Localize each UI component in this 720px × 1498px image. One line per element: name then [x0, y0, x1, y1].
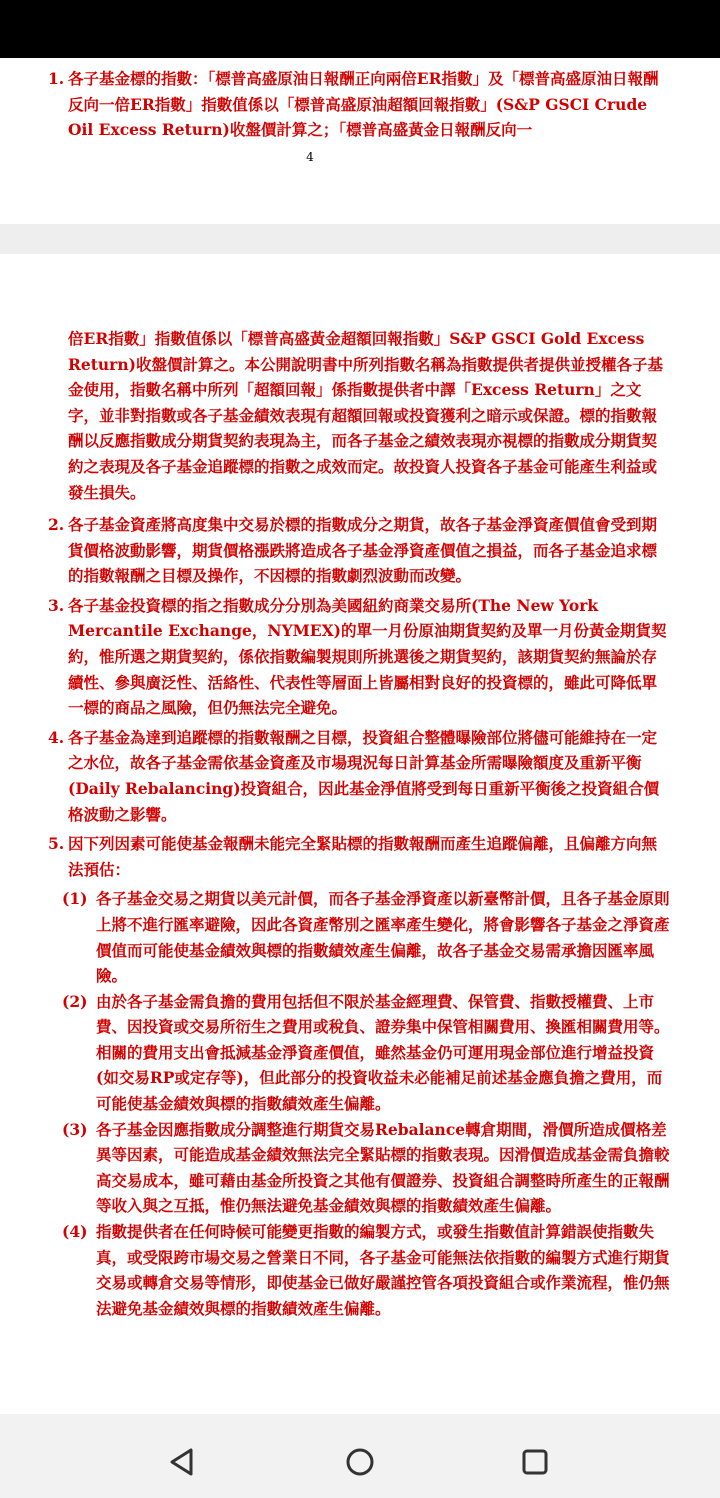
sub-item-text: 各子基金交易之期貨以美元計價，而各子基金淨資產以新臺幣計價，且各子基金原則上將不進行匯率避險，因此各資產幣別之匯率產生變化，將會影響各子基金之淨資產價值而可能使基金績效與標的指數績效產生偏離，故各子基金交易需承擔因匯率風險。 [96, 889, 670, 986]
item-number: 2. [48, 515, 65, 534]
sub-item-number: (1) [62, 889, 88, 909]
list-item-3 [48, 593, 672, 721]
document-page-2 [0, 254, 720, 1414]
numbered-list [48, 512, 672, 1321]
page-separator [0, 224, 720, 254]
back-triangle-icon [162, 1442, 202, 1482]
sub-item-number: (2) [62, 991, 88, 1011]
document-page-1 [0, 58, 720, 224]
page-number: 4 [306, 150, 314, 164]
sub-item-text: 各子基金因應指數成分調整進行期貨交易Rebalance轉倉期間，滑價所造成價格差異等因素，可能造成基金績效無法完全緊貼標的指數表現。因滑價造成基金需負擔較高交易成本，雖可藉由基金所投資之其他有價證券、投資組合調整時所產生的正報酬等收入與之互抵，惟仍無法避免基金績效與標的指數績效產生偏離。 [96, 1119, 670, 1216]
navigation-bar [0, 1414, 720, 1498]
item-number: 4. [48, 727, 65, 747]
sub-list [48, 886, 672, 1321]
sub-item-number: (4) [62, 1222, 88, 1242]
home-button[interactable] [340, 1442, 380, 1482]
sub-item-2 [62, 989, 672, 1117]
sub-item-4 [62, 1219, 672, 1321]
list-item-4 [48, 725, 672, 827]
sub-item-text: 由於各子基金需負擔的費用包括但不限於基金經理費、保管費、指數授權費、上市費、因投資或交易所衍生之費用或稅負、證券集中保管相關費用、換匯相關費用等。相關的費用支出會抵減基金淨資產價值，雖然基金仍可運用現金部位進行增益投資(如交易RP或定存等)，但此部分的投資收益未必能補足前述基金應負擔之費用，而可能使基金績效與標的指數績效產生偏離。 [96, 991, 670, 1114]
sub-item-1 [62, 886, 672, 988]
home-circle-icon [340, 1442, 380, 1482]
sub-item-text: 指數提供者在任何時候可能變更指數的編製方式，或發生指數值計算錯誤使指數失真，或受限跨市場交易之營業日不同，各子基金可能無法依指數的編製方式進行期貨交易或轉倉交易等情形，即使基金已做好嚴謹控管各項投資組合或作業流程，惟仍無法避免基金績效與標的指數績效產生偏離。 [96, 1222, 670, 1318]
item-number: 1. [48, 69, 65, 88]
status-bar [0, 0, 720, 58]
item-text: 因下列因素可能使基金報酬未能完全緊貼標的指數報酬而產生追蹤偏離，且偏離方向無法預估： [68, 834, 658, 879]
back-button[interactable] [162, 1442, 202, 1482]
recent-square-icon [515, 1442, 555, 1482]
list-item-5 [48, 831, 672, 882]
recent-apps-button[interactable] [515, 1442, 555, 1482]
list-item-2 [48, 512, 672, 589]
item-text: 各子基金為達到追蹤標的指數報酬之目標，投資組合整體曝險部位將儘可能維持在一定之水位，故各子基金需依基金資產及市場現況每日計算基金所需曝險額度及重新平衡(Daily Rebalancing)投資組合，因此基金淨值將受到每日重新平衡後之投資組合價格波動之影響。 [68, 727, 660, 824]
sub-item-3 [62, 1117, 672, 1219]
item-text: 各子基金資產將高度集中交易於標的指數成分之期貨，故各子基金淨資產價值會受到期貨價格波動影響，期貨價格漲跌將造成各子基金淨資產價值之損益，而各子基金追求標的指數報酬之目標及操作，不因標的指數劇烈波動而改變。 [68, 515, 658, 586]
item-number: 5. [48, 834, 65, 854]
sub-item-number: (3) [62, 1119, 88, 1139]
list-item-1 [48, 66, 672, 143]
item-text: 各子基金標的指數：「標普高盛原油日報酬正向兩倍ER指數」及「標普高盛原油日報酬反向一倍ER指數」指數值係以「標普高盛原油超額回報指數」(S&P GSCI Crude Oil Excess Return)收盤價計算之；「標普高盛黃金日報酬反向一 [68, 69, 659, 140]
item-number: 3. [48, 595, 65, 615]
item-text: 各子基金投資標的指之指數成分分別為美國紐約商業交易所(The New York Mercantile Exchange，NYMEX)的單一月份原油期貨契約及單一月份黃金期貨契約，惟所選之期貨契約，係依指數編製規則所挑選後之期貨契約，該期貨契約無論於存續性、參與廣泛性、活絡性、代表性等層面上皆屬相對良好的投資標的，雖此可降低單一標的商品之風險，但仍無法完全避免。 [68, 595, 667, 718]
continuation-paragraph: 倍ER指數」指數值係以「標普高盛黃金超額回報指數」S&P GSCI Gold Excess Return)收盤價計算之。本公開說明書中所列指數名稱為指數提供者提供並授權各子基金使用，指數名稱中所列「超額回報」係指數提供者中譯「Excess Return」之文字，並非對指數或各子基金績效表現有超額回報或投資獲利之暗示或保證。標的指數報酬以反應指數成分期貨契約表現為主，而各子基金之績效表現亦視標的指數成分期貨契約之表現及各子基金追蹤標的指數之成效而定。故投資人投資各子基金可能產生利益或發生損失。 [68, 329, 663, 502]
